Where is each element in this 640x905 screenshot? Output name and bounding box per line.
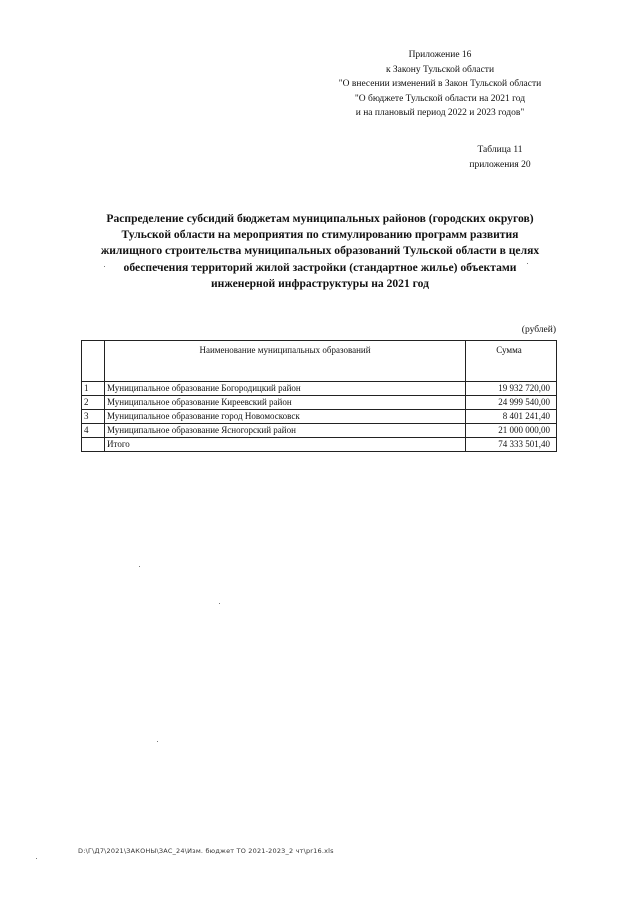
header-number bbox=[82, 341, 105, 382]
title-line: инженерной инфраструктуры на 2021 год bbox=[211, 276, 429, 290]
row-number: 2 bbox=[82, 396, 105, 410]
scan-speck bbox=[527, 263, 528, 264]
row-name: Муниципальное образование город Новомосковск bbox=[105, 410, 466, 424]
row-name: Муниципальное образование Ясногорский район bbox=[105, 424, 466, 438]
row-sum: 21 000 000,00 bbox=[466, 424, 557, 438]
appendix-header bbox=[300, 48, 580, 121]
row-number: 3 bbox=[82, 410, 105, 424]
total-label: Итого bbox=[105, 438, 466, 452]
appendix-line: "О бюджете Тульской области на 2021 год bbox=[354, 93, 526, 104]
title-line: Распределение субсидий бюджетам муниципальных районов (городских округов) bbox=[106, 212, 534, 225]
title-line: Тульской области на мероприятия по стимулированию программ развития bbox=[121, 228, 519, 242]
table-header-row bbox=[82, 341, 557, 382]
title-line: жилищного строительства муниципальных образований Тульской области в целях bbox=[100, 244, 540, 258]
subsidy-table bbox=[81, 340, 557, 452]
table-ref-line: приложения 20 bbox=[469, 159, 531, 170]
file-path-footer: D:\Г\Д7\2021\ЗАКОНЫ\ЗАС_24\Изм. бюджет ТО 2021-2023_2 чт\pr16.xls bbox=[78, 847, 334, 855]
table-row bbox=[82, 410, 557, 424]
table-row bbox=[82, 424, 557, 438]
row-name: Муниципальное образование Богородицкий район bbox=[105, 382, 466, 396]
appendix-line: "О внесении изменений в Закон Тульской области bbox=[338, 79, 542, 90]
row-number: 4 bbox=[82, 424, 105, 438]
unit-label: (рублей) bbox=[521, 325, 556, 335]
row-sum: 19 932 720,00 bbox=[466, 382, 557, 396]
appendix-line: к Закону Тульской области bbox=[385, 64, 495, 75]
scan-speck bbox=[219, 603, 220, 604]
table-row bbox=[82, 382, 557, 396]
appendix-line: Приложение 16 bbox=[408, 50, 472, 60]
row-name: Муниципальное образование Киреевский район bbox=[105, 396, 466, 410]
total-sum: 74 333 501,40 bbox=[466, 438, 557, 452]
document-title bbox=[80, 211, 560, 292]
row-number: 1 bbox=[82, 382, 105, 396]
table-row bbox=[82, 396, 557, 410]
appendix-line: и на плановый период 2022 и 2023 годов" bbox=[355, 108, 525, 119]
scan-speck bbox=[36, 858, 37, 859]
title-line: обеспечения территорий жилой застройки (стандартное жилье) объектами bbox=[123, 260, 517, 274]
row-sum: 24 999 540,00 bbox=[466, 396, 557, 410]
scan-speck bbox=[139, 566, 140, 567]
scan-speck bbox=[157, 741, 158, 742]
table-ref-line: Таблица 11 bbox=[477, 145, 523, 155]
table-reference bbox=[450, 143, 550, 172]
row-number bbox=[82, 438, 105, 452]
header-sum: Сумма bbox=[466, 341, 557, 382]
total-row bbox=[82, 438, 557, 452]
scan-speck bbox=[104, 266, 105, 267]
row-sum: 8 401 241,40 bbox=[466, 410, 557, 424]
header-name: Наименование муниципальных образований bbox=[105, 341, 466, 382]
